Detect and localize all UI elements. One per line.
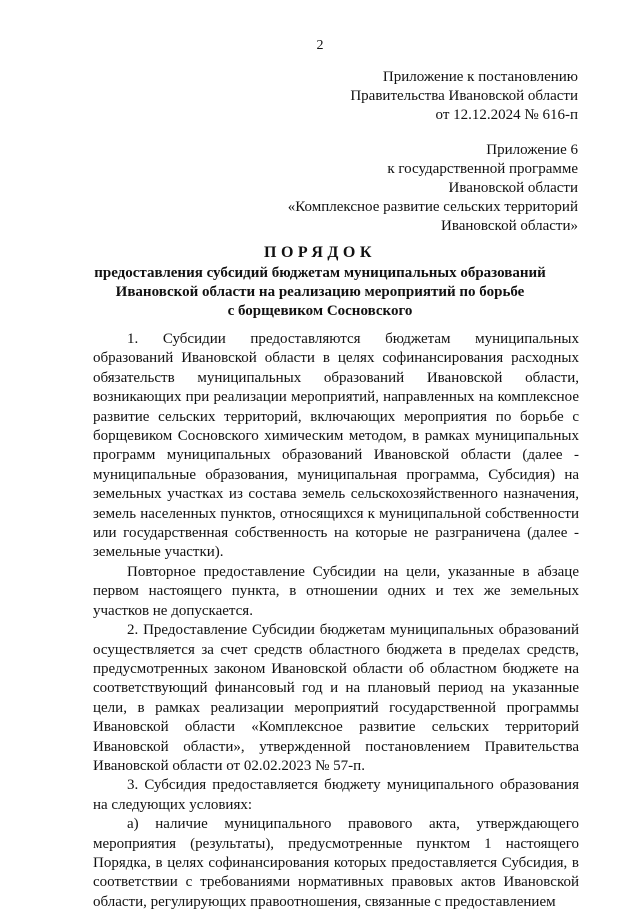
document-title: ПОРЯДОК bbox=[264, 244, 376, 261]
appendix-header-resolution bbox=[350, 68, 578, 125]
appendix-line: Приложение к постановлению bbox=[382, 69, 578, 85]
document-subtitle bbox=[60, 264, 580, 321]
paragraph-4: 3. Субсидия предоставляется бюджету муниципального образования на следующих условиях: bbox=[93, 777, 579, 813]
subtitle-line: с борщевиком Сосновского bbox=[227, 303, 413, 319]
appendix-line: Правительства Ивановской области bbox=[350, 88, 578, 104]
appendix-line: Ивановской области bbox=[448, 180, 578, 196]
subtitle-line: Ивановской области на реализацию мероприятий по борьбе bbox=[115, 284, 525, 300]
paragraph-5: а) наличие муниципального правового акта, утверждающего мероприятия (результаты), предусмотренные пунктом 1 настоящего Порядка, в целях софинансирования которых предоставляется Субсидия, в соответствии с требованиями нормативных правовых актов Ивановской области, регулирующих правоотношения, связанные с предоставлением bbox=[93, 816, 579, 910]
appendix-line: «Комплексное развитие сельских территорий bbox=[287, 199, 578, 215]
appendix-line: к государственной программе bbox=[387, 161, 578, 177]
paragraph-2: Повторное предоставление Субсидии на цели, указанные в абзаце первом настоящего пункта, в отношении одних и тех же земельных участков не допускается. bbox=[93, 563, 579, 619]
appendix-line: Ивановской области» bbox=[441, 218, 578, 234]
paragraph-1: 1. Субсидии предоставляются бюджетам муниципальных образований Ивановской области в целях софинансирования расходных обязательств муниципальных образований Ивановской области, возникающих при реализации мероприятий, направленных на комплексное развитие сельских территорий, включающих мероприятия по борьбе с борщевиком Сосновского химическим методом, в рамках муниципальных программ муниципальных образований Ивановской области (далее - муниципальные образования, муниципальная программа, Субсидия) на земельных участках из состава земель сельскохозяйственного назначения, земель населенных пунктов, относящихся к муниципальной собственности или государственная собственность на которые не разграничена (далее - земельные участки). bbox=[93, 331, 579, 561]
appendix-line: от 12.12.2024 № 616-п bbox=[435, 107, 578, 123]
subtitle-line: предоставления субсидий бюджетам муниципальных образований bbox=[94, 265, 546, 281]
paragraph-3: 2. Предоставление Субсидии бюджетам муниципальных образований осуществляется за счет средств областного бюджета в пределах средств, предусмотренных законом Ивановской области об областном бюджете на соответствующий финансовый год и на плановый период на указанные цели, в рамках реализации мероприятий государственной программы Ивановской области «Комплексное развитие сельских территорий Ивановской области», утвержденной постановлением Правительства Ивановской области от 02.02.2023 № 57-п. bbox=[93, 622, 579, 774]
document-body bbox=[93, 330, 579, 912]
appendix-line: Приложение 6 bbox=[486, 142, 578, 158]
appendix-header-program bbox=[288, 141, 578, 236]
page-number: 2 bbox=[316, 38, 324, 53]
